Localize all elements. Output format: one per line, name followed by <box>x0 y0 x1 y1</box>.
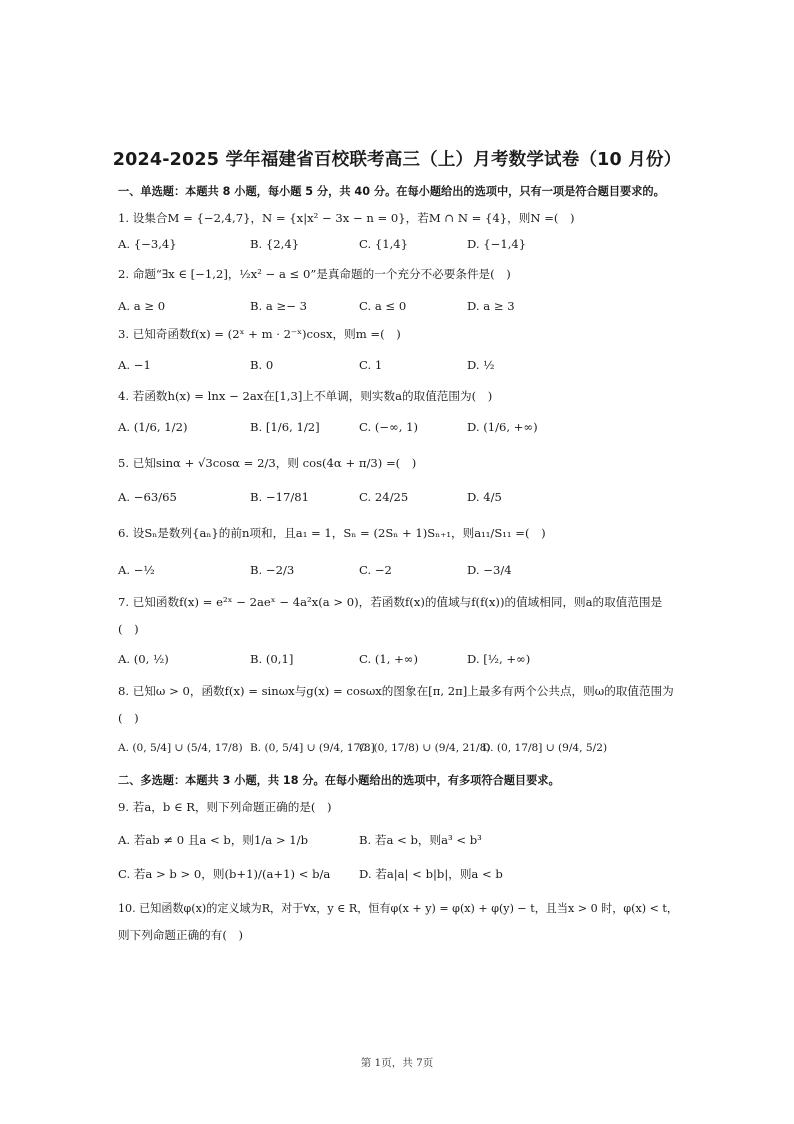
option-d: D. 若a|a| < b|b|，则a < b <box>359 867 503 881</box>
option-d: D. {−1,4} <box>467 237 527 251</box>
question-stem: 7. 已知函数f(x) = e²ˣ − 2aeˣ − 4a²x(a > 0)，若函数f(x)的值域与f(f(x))的值域相同，则a的取值范围是 <box>118 595 663 609</box>
option-d: D. [½, +∞) <box>467 652 531 666</box>
option-a: A. (0, 5/4] ∪ (5/4, 17/8) <box>118 742 243 754</box>
option-c: C. (1, +∞) <box>359 652 418 666</box>
option-d: D. −3/4 <box>467 563 512 577</box>
option-a: A. −63/65 <box>118 490 177 504</box>
question-stem: 2. 命题“∃x ∈ [−1,2]，½x² − a ≤ 0”是真命题的一个充分不必要条件是( ) <box>118 267 511 281</box>
section-heading-single-choice: 一、单选题：本题共 8 小题，每小题 5 分，共 40 分。在每小题给出的选项中，只有一项是符合题目要求的。 <box>118 185 665 198</box>
option-b: B. 若a < b，则a³ < b³ <box>359 833 482 847</box>
question-stem: 1. 设集合M = {−2,4,7}，N = {x|x² − 3x − n = 0}，若M ∩ N = {4}，则N =( ) <box>118 211 575 225</box>
option-d: D. a ≥ 3 <box>467 299 515 313</box>
section-heading-multi-choice: 二、多选题：本题共 3 小题，共 18 分。在每小题给出的选项中，有多项符合题目要求。 <box>118 774 560 787</box>
option-c: C. (−∞, 1) <box>359 420 418 434</box>
option-b: B. (0,1] <box>250 652 294 666</box>
option-d: D. (0, 17/8] ∪ (9/4, 5/2) <box>482 742 608 754</box>
option-c: C. {1,4} <box>359 237 409 251</box>
option-b: B. (0, 5/4] ∪ (9/4, 17/8] <box>250 742 375 754</box>
option-b: B. 0 <box>250 358 274 372</box>
page-title: 2024-2025 学年福建省百校联考高三（上）月考数学试卷（10 月份） <box>112 150 682 170</box>
question-stem: 10. 已知函数φ(x)的定义域为R，对于∀x，y ∈ R，恒有φ(x + y) = φ(x) + φ(y) − t，且当x > 0 时，φ(x) < t， <box>118 902 678 915</box>
question-stem-continued: ( ) <box>118 711 139 725</box>
option-d: D. ½ <box>467 358 495 372</box>
option-a: A. −1 <box>118 358 151 372</box>
question-stem: 8. 已知ω > 0，函数f(x) = sinωx与g(x) = cosωx的图象在[π, 2π]上最多有两个公共点，则ω的取值范围为 <box>118 684 674 698</box>
option-b: B. a ≥− 3 <box>250 299 307 313</box>
question-stem-continued: ( ) <box>118 622 139 636</box>
option-c: C. −2 <box>359 563 392 577</box>
option-b: B. −17/81 <box>250 490 310 504</box>
option-a: A. (0, ½) <box>118 652 169 666</box>
option-c: C. 若a > b > 0，则(b+1)/(a+1) < b/a <box>118 867 331 881</box>
question-stem-continued: 则下列命题正确的有( ) <box>118 928 243 942</box>
question-stem: 9. 若a，b ∈ R，则下列命题正确的是( ) <box>118 800 332 814</box>
page-number: 第 1页，共 7页 <box>360 1057 434 1069</box>
option-a: A. 若ab ≠ 0 且a < b，则1/a > 1/b <box>118 833 309 847</box>
option-b: B. {2,4} <box>250 237 300 251</box>
option-c: C. (0, 17/8) ∪ (9/4, 21/8) <box>359 742 491 754</box>
question-stem: 4. 若函数h(x) = lnx − 2ax在[1,3]上不单调，则实数a的取值范围为( ) <box>118 389 493 403</box>
question-stem: 3. 已知奇函数f(x) = (2ˣ + m · 2⁻ˣ)cosx，则m =( ) <box>118 327 401 341</box>
option-d: D. (1/6, +∞) <box>467 420 538 434</box>
question-stem: 6. 设Sₙ是数列{aₙ}的前n项和，且a₁ = 1，Sₙ = (2Sₙ + 1)Sₙ₊₁，则a₁₁/S₁₁ =( ) <box>118 526 546 540</box>
option-a: A. {−3,4} <box>118 237 177 251</box>
option-a: A. (1/6, 1/2) <box>118 420 188 434</box>
option-b: B. [1/6, 1/2] <box>250 420 320 434</box>
option-b: B. −2/3 <box>250 563 295 577</box>
option-c: C. 24/25 <box>359 490 409 504</box>
option-d: D. 4/5 <box>467 490 502 504</box>
option-a: A. −½ <box>118 563 155 577</box>
option-c: C. a ≤ 0 <box>359 299 407 313</box>
option-c: C. 1 <box>359 358 383 372</box>
question-stem: 5. 已知sinα + √3cosα = 2/3，则 cos(4α + π/3) =( ) <box>118 456 417 470</box>
option-a: A. a ≥ 0 <box>118 299 166 313</box>
